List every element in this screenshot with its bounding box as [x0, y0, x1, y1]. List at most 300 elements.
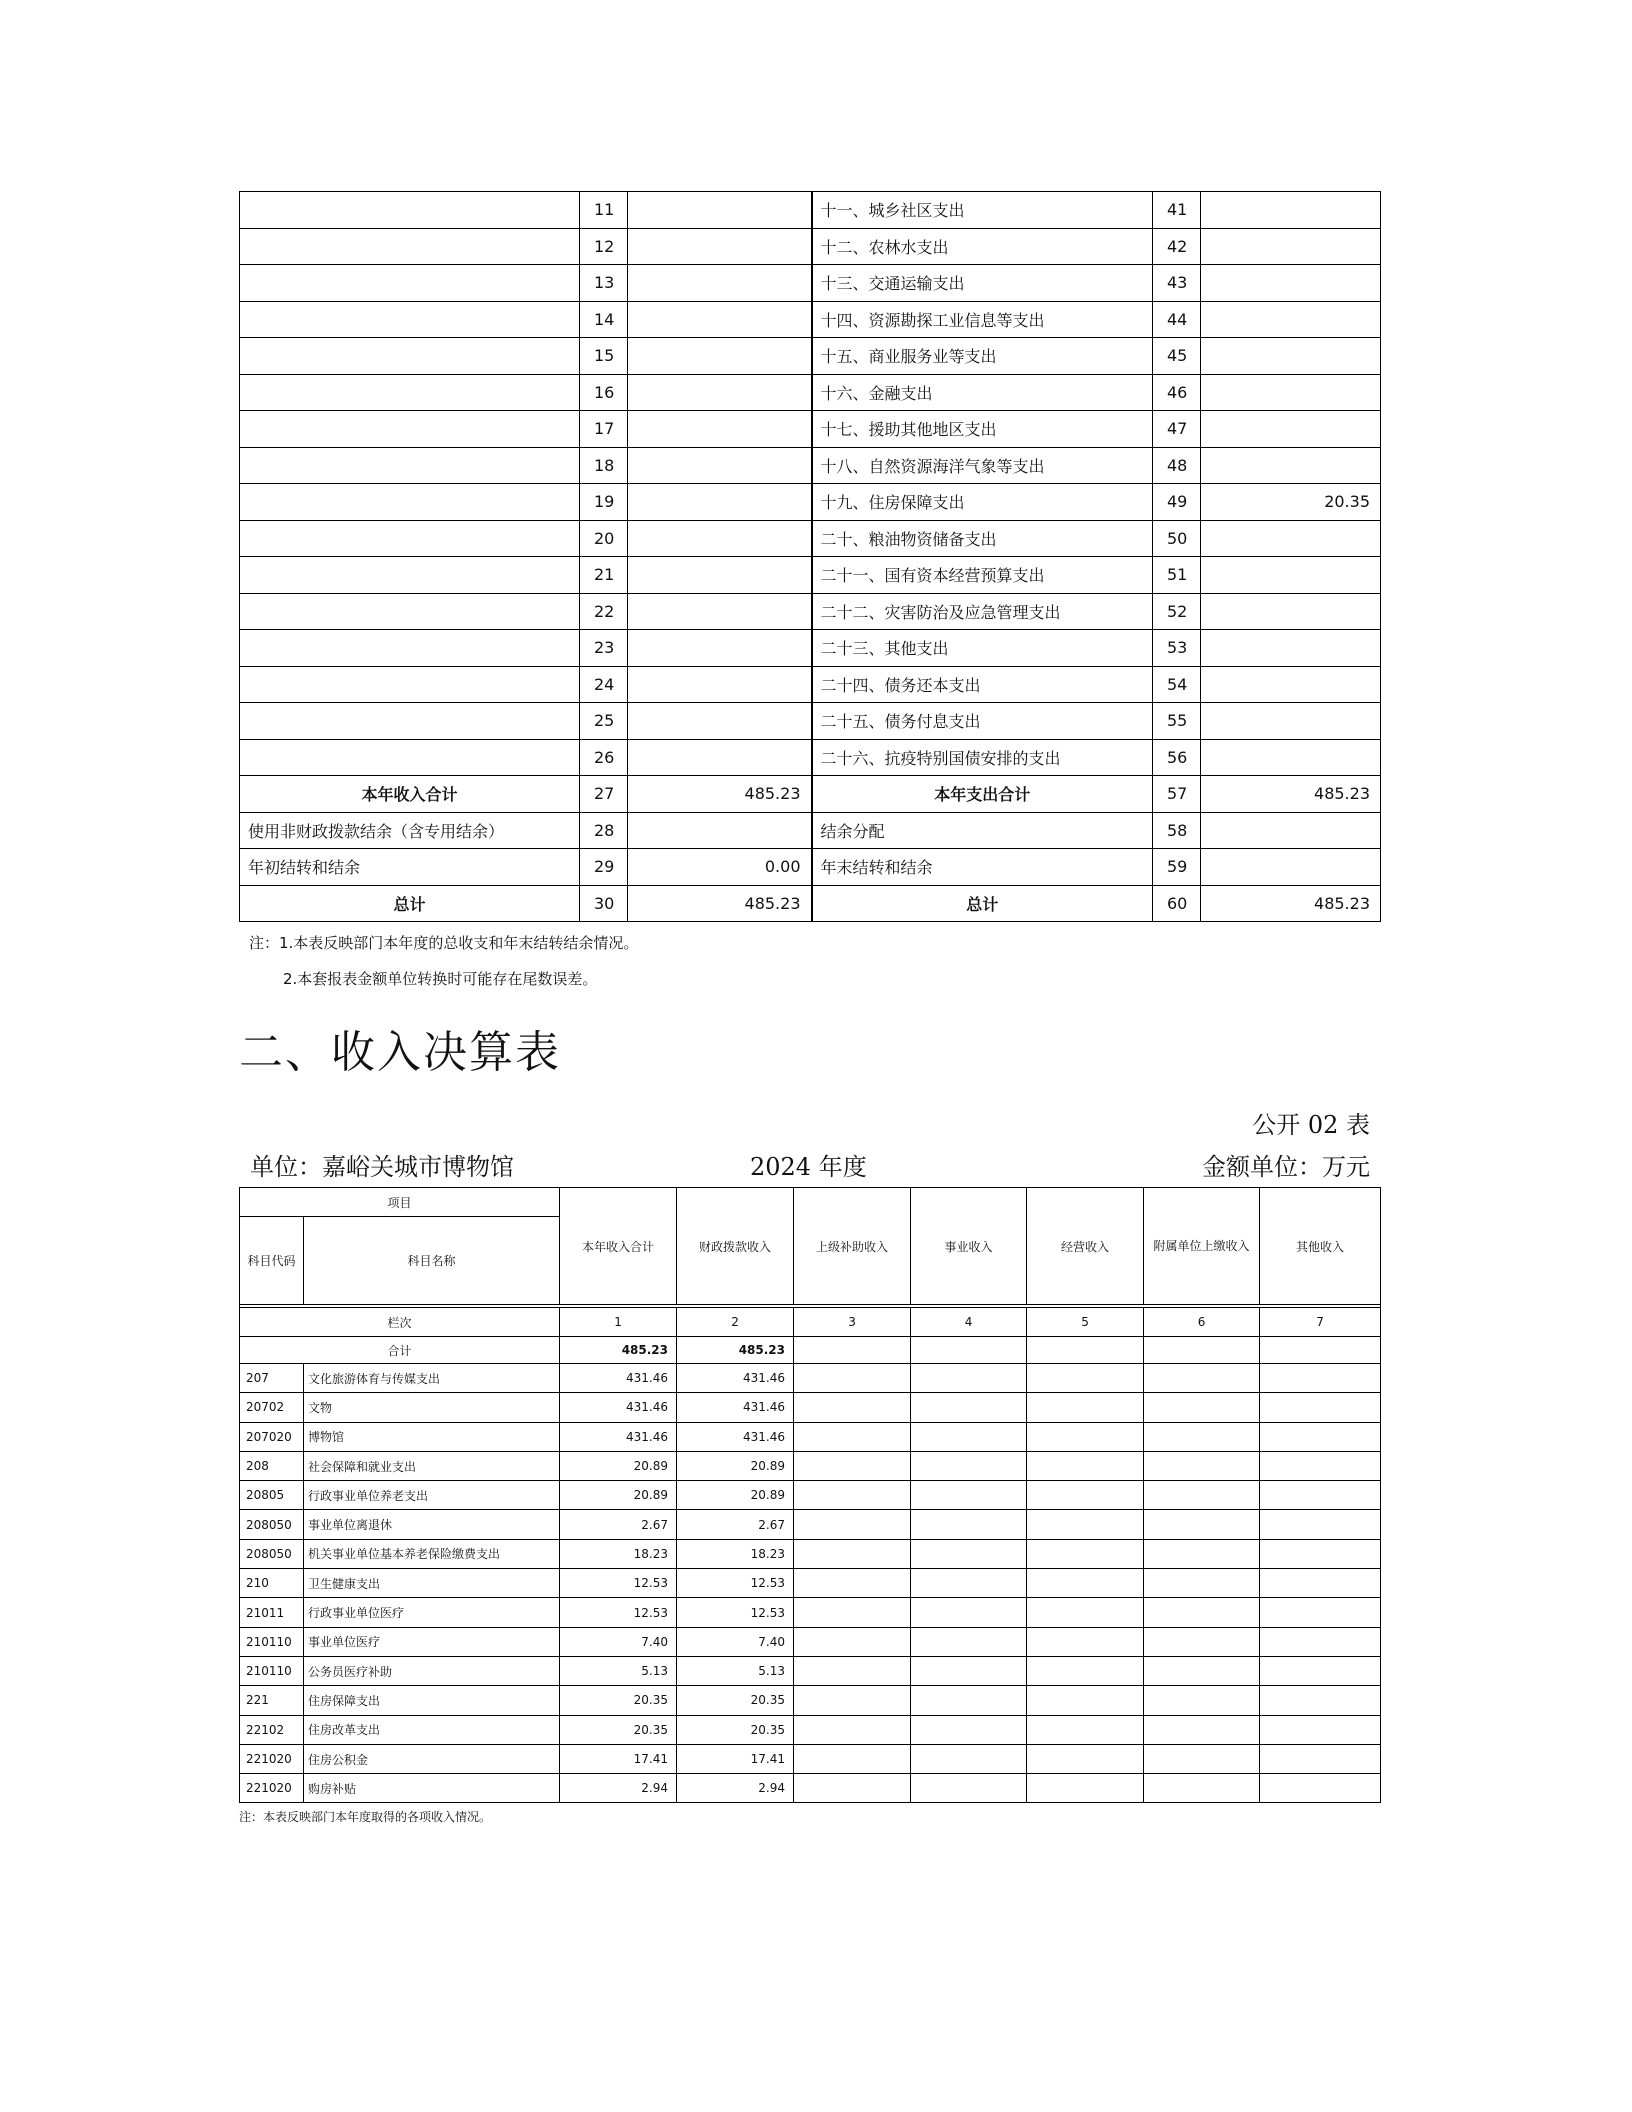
- fiscal-appropriation: 20.35: [677, 1715, 794, 1744]
- left-line-no: 13: [580, 265, 628, 302]
- table-row: [240, 1656, 1381, 1685]
- fiscal-appropriation: 431.46: [677, 1422, 794, 1451]
- subject-code: 208050: [240, 1510, 304, 1539]
- empty-cell: [1027, 1627, 1144, 1656]
- empty-cell: [1260, 1422, 1381, 1451]
- empty-cell: [1027, 1364, 1144, 1393]
- table-row: [240, 1569, 1381, 1598]
- fiscal-appropriation: 7.40: [677, 1627, 794, 1656]
- right-amount: [1201, 192, 1381, 229]
- left-line-no: 27: [580, 776, 628, 813]
- empty-cell: [794, 1364, 911, 1393]
- lanci-2: 2: [677, 1308, 794, 1337]
- left-label: [240, 557, 580, 594]
- left-line-no: 26: [580, 739, 628, 776]
- left-label: [240, 703, 580, 740]
- header-col-5: 经营收入: [1027, 1188, 1144, 1305]
- left-line-no: 16: [580, 374, 628, 411]
- lanci-5: 5: [1027, 1308, 1144, 1337]
- empty-cell: [794, 1569, 911, 1598]
- left-amount: [628, 557, 812, 594]
- empty-cell: [1027, 1715, 1144, 1744]
- empty-cell: [1027, 1686, 1144, 1715]
- left-label: [240, 338, 580, 375]
- empty-cell: [1260, 1686, 1381, 1715]
- empty-cell: [794, 1744, 911, 1773]
- table-row: [240, 812, 1381, 849]
- empty-cell: [911, 1598, 1027, 1627]
- left-label: [240, 630, 580, 667]
- table-row: [240, 265, 1381, 302]
- income-total: 18.23: [560, 1539, 677, 1568]
- empty-cell: [794, 1715, 911, 1744]
- income-total: 17.41: [560, 1744, 677, 1773]
- right-label: 二十三、其他支出: [812, 630, 1153, 667]
- right-label: 总计: [812, 885, 1153, 922]
- left-label: [240, 374, 580, 411]
- right-label: 十九、住房保障支出: [812, 484, 1153, 521]
- left-label: 年初结转和结余: [240, 849, 580, 886]
- subject-code: 210: [240, 1569, 304, 1598]
- empty-cell: [911, 1481, 1027, 1510]
- subject-name: 住房改革支出: [304, 1715, 560, 1744]
- empty-cell: [1260, 1539, 1381, 1568]
- table-row: [240, 739, 1381, 776]
- empty-cell: [794, 1510, 911, 1539]
- right-line-no: 48: [1153, 447, 1201, 484]
- right-line-no: 52: [1153, 593, 1201, 630]
- empty-cell: [794, 1627, 911, 1656]
- fiscal-appropriation: 5.13: [677, 1656, 794, 1685]
- empty-cell: [1144, 1510, 1260, 1539]
- income-total: 20.35: [560, 1715, 677, 1744]
- table1-note-1: 注：1.本表反映部门本年度的总收支和年末结转结余情况。: [249, 934, 639, 952]
- right-amount: [1201, 265, 1381, 302]
- table-row: [240, 593, 1381, 630]
- income-total: 20.35: [560, 1686, 677, 1715]
- right-line-no: 51: [1153, 557, 1201, 594]
- left-amount: [628, 739, 812, 776]
- left-amount: [628, 484, 812, 521]
- empty-cell: [1260, 1744, 1381, 1773]
- empty-cell: [1260, 1774, 1381, 1803]
- empty-cell: [1260, 1598, 1381, 1627]
- empty-cell: [794, 1451, 911, 1480]
- empty-cell: [911, 1627, 1027, 1656]
- form-code: 公开 02 表: [1252, 1111, 1370, 1139]
- empty-cell: [1144, 1364, 1260, 1393]
- right-amount: [1201, 338, 1381, 375]
- subject-name: 文化旅游体育与传媒支出: [304, 1364, 560, 1393]
- summary-table-continued: [239, 191, 1381, 922]
- subject-code: 208: [240, 1451, 304, 1480]
- income-total: 12.53: [560, 1569, 677, 1598]
- subject-code: 21011: [240, 1598, 304, 1627]
- subject-code: 207020: [240, 1422, 304, 1451]
- table-row: [240, 411, 1381, 448]
- empty-cell: [911, 1715, 1027, 1744]
- left-line-no: 11: [580, 192, 628, 229]
- left-amount: [628, 411, 812, 448]
- empty-cell: [1144, 1481, 1260, 1510]
- right-amount: 485.23: [1201, 776, 1381, 813]
- table-row: [240, 484, 1381, 521]
- table-row: [240, 1715, 1381, 1744]
- subject-name: 文物: [304, 1393, 560, 1422]
- right-amount: 20.35: [1201, 484, 1381, 521]
- subject-code: 221020: [240, 1744, 304, 1773]
- empty-cell: [1027, 1510, 1144, 1539]
- table-row: [240, 228, 1381, 265]
- income-total: 5.13: [560, 1656, 677, 1685]
- subject-name: 行政事业单位医疗: [304, 1598, 560, 1627]
- left-label: 本年收入合计: [240, 776, 580, 813]
- fiscal-appropriation: 17.41: [677, 1744, 794, 1773]
- right-label: 结余分配: [812, 812, 1153, 849]
- right-amount: 485.23: [1201, 885, 1381, 922]
- left-amount: [628, 520, 812, 557]
- empty-cell: [794, 1598, 911, 1627]
- table-row: [240, 1686, 1381, 1715]
- left-amount: [628, 338, 812, 375]
- subject-code: 210110: [240, 1627, 304, 1656]
- right-amount: [1201, 849, 1381, 886]
- left-line-no: 30: [580, 885, 628, 922]
- left-line-no: 18: [580, 447, 628, 484]
- empty-cell: [911, 1393, 1027, 1422]
- header-col-7: 其他收入: [1260, 1188, 1381, 1305]
- right-amount: [1201, 411, 1381, 448]
- table-row: [240, 885, 1381, 922]
- income-total: 2.67: [560, 1510, 677, 1539]
- empty-cell: [1260, 1510, 1381, 1539]
- table-row: [240, 666, 1381, 703]
- table1-note-2: 2.本套报表金额单位转换时可能存在尾数误差。: [283, 970, 598, 988]
- right-line-no: 55: [1153, 703, 1201, 740]
- right-line-no: 46: [1153, 374, 1201, 411]
- left-line-no: 12: [580, 228, 628, 265]
- empty-cell: [911, 1451, 1027, 1480]
- left-amount: 485.23: [628, 885, 812, 922]
- right-amount: [1201, 703, 1381, 740]
- left-line-no: 19: [580, 484, 628, 521]
- right-amount: [1201, 228, 1381, 265]
- fiscal-appropriation: 20.89: [677, 1481, 794, 1510]
- left-line-no: 23: [580, 630, 628, 667]
- table-row: [240, 557, 1381, 594]
- left-line-no: 14: [580, 301, 628, 338]
- subject-name: 事业单位医疗: [304, 1627, 560, 1656]
- empty-cell: [1260, 1481, 1381, 1510]
- empty-cell: [911, 1686, 1027, 1715]
- left-line-no: 25: [580, 703, 628, 740]
- empty-cell: [1144, 1715, 1260, 1744]
- income-final-accounts-table: [239, 1187, 1381, 1803]
- subject-name: 卫生健康支出: [304, 1569, 560, 1598]
- empty-cell: [1144, 1569, 1260, 1598]
- total-col-5: [1027, 1337, 1144, 1364]
- subject-code: 20805: [240, 1481, 304, 1510]
- lanci-4: 4: [911, 1308, 1027, 1337]
- right-amount: [1201, 301, 1381, 338]
- lanci-7: 7: [1260, 1308, 1381, 1337]
- left-line-no: 20: [580, 520, 628, 557]
- left-amount: [628, 812, 812, 849]
- table-row: [240, 1744, 1381, 1773]
- table-row: [240, 630, 1381, 667]
- left-amount: [628, 228, 812, 265]
- subject-code: 20702: [240, 1393, 304, 1422]
- total-col-2: 485.23: [677, 1337, 794, 1364]
- empty-cell: [1260, 1364, 1381, 1393]
- empty-cell: [1027, 1569, 1144, 1598]
- table-row: [240, 447, 1381, 484]
- subject-name: 公务员医疗补助: [304, 1656, 560, 1685]
- table2-note: 注：本表反映部门本年度取得的各项收入情况。: [239, 1810, 492, 1824]
- empty-cell: [1260, 1656, 1381, 1685]
- empty-cell: [911, 1569, 1027, 1598]
- fiscal-appropriation: 2.94: [677, 1774, 794, 1803]
- right-line-no: 57: [1153, 776, 1201, 813]
- total-label: 合计: [240, 1337, 560, 1364]
- total-col-1: 485.23: [560, 1337, 677, 1364]
- empty-cell: [1144, 1656, 1260, 1685]
- right-line-no: 43: [1153, 265, 1201, 302]
- empty-cell: [1027, 1744, 1144, 1773]
- left-amount: [628, 265, 812, 302]
- income-total: 431.46: [560, 1364, 677, 1393]
- table-row: [240, 1364, 1381, 1393]
- subject-name: 行政事业单位养老支出: [304, 1481, 560, 1510]
- right-label: 十四、资源勘探工业信息等支出: [812, 301, 1153, 338]
- left-amount: [628, 666, 812, 703]
- fiscal-appropriation: 12.53: [677, 1598, 794, 1627]
- total-col-6: [1144, 1337, 1260, 1364]
- right-label: 二十一、国有资本经营预算支出: [812, 557, 1153, 594]
- empty-cell: [911, 1422, 1027, 1451]
- right-amount: [1201, 666, 1381, 703]
- left-label: [240, 520, 580, 557]
- left-label: [240, 593, 580, 630]
- reporting-unit: 单位：嘉峪关城市博物馆: [250, 1153, 514, 1181]
- right-label: 十五、商业服务业等支出: [812, 338, 1153, 375]
- left-label: [240, 484, 580, 521]
- empty-cell: [911, 1656, 1027, 1685]
- table-row: [240, 1598, 1381, 1627]
- fiscal-appropriation: 2.67: [677, 1510, 794, 1539]
- left-amount: [628, 630, 812, 667]
- right-line-no: 49: [1153, 484, 1201, 521]
- right-label: 二十二、灾害防治及应急管理支出: [812, 593, 1153, 630]
- empty-cell: [1144, 1744, 1260, 1773]
- empty-cell: [1027, 1451, 1144, 1480]
- header-code: 科目代码: [240, 1217, 304, 1305]
- right-amount: [1201, 374, 1381, 411]
- right-label: 十八、自然资源海洋气象等支出: [812, 447, 1153, 484]
- left-label: [240, 301, 580, 338]
- left-line-no: 21: [580, 557, 628, 594]
- left-line-no: 15: [580, 338, 628, 375]
- left-amount: [628, 192, 812, 229]
- income-total: 2.94: [560, 1774, 677, 1803]
- lanci-label: 栏次: [240, 1308, 560, 1337]
- table-row: [240, 849, 1381, 886]
- empty-cell: [1260, 1627, 1381, 1656]
- empty-cell: [1144, 1627, 1260, 1656]
- empty-cell: [1144, 1598, 1260, 1627]
- empty-cell: [794, 1656, 911, 1685]
- right-amount: [1201, 520, 1381, 557]
- total-col-3: [794, 1337, 911, 1364]
- subject-name: 机关事业单位基本养老保险缴费支出: [304, 1539, 560, 1568]
- income-total: 12.53: [560, 1598, 677, 1627]
- left-line-no: 28: [580, 812, 628, 849]
- lanci-3: 3: [794, 1308, 911, 1337]
- header-item: 项目: [240, 1188, 560, 1217]
- table-row: [240, 301, 1381, 338]
- left-amount: [628, 703, 812, 740]
- table-row: [240, 776, 1381, 813]
- table-row: [240, 1627, 1381, 1656]
- left-line-no: 29: [580, 849, 628, 886]
- table-row: [240, 374, 1381, 411]
- fiscal-appropriation: 431.46: [677, 1364, 794, 1393]
- empty-cell: [1144, 1539, 1260, 1568]
- left-label: [240, 192, 580, 229]
- left-amount: [628, 447, 812, 484]
- subject-code: 208050: [240, 1539, 304, 1568]
- right-amount: [1201, 593, 1381, 630]
- subject-name: 住房保障支出: [304, 1686, 560, 1715]
- left-label: 总计: [240, 885, 580, 922]
- right-label: 十一、城乡社区支出: [812, 192, 1153, 229]
- table-row: [240, 1774, 1381, 1803]
- empty-cell: [911, 1774, 1027, 1803]
- header-col-6: 附属单位上缴收入: [1144, 1188, 1260, 1305]
- fiscal-year: 2024 年度: [750, 1153, 867, 1181]
- right-line-no: 58: [1153, 812, 1201, 849]
- empty-cell: [911, 1539, 1027, 1568]
- right-line-no: 53: [1153, 630, 1201, 667]
- table-row: [240, 338, 1381, 375]
- right-amount: [1201, 557, 1381, 594]
- right-line-no: 60: [1153, 885, 1201, 922]
- empty-cell: [911, 1744, 1027, 1773]
- table-row: [240, 1539, 1381, 1568]
- lanci-1: 1: [560, 1308, 677, 1337]
- income-total: 431.46: [560, 1422, 677, 1451]
- fiscal-appropriation: 20.35: [677, 1686, 794, 1715]
- empty-cell: [1260, 1715, 1381, 1744]
- right-line-no: 54: [1153, 666, 1201, 703]
- header-col-4: 事业收入: [911, 1188, 1027, 1305]
- right-label: 本年支出合计: [812, 776, 1153, 813]
- right-line-no: 42: [1153, 228, 1201, 265]
- right-label: 二十五、债务付息支出: [812, 703, 1153, 740]
- lanci-6: 6: [1144, 1308, 1260, 1337]
- income-total: 20.89: [560, 1481, 677, 1510]
- empty-cell: [794, 1539, 911, 1568]
- empty-cell: [1027, 1656, 1144, 1685]
- subject-name: 社会保障和就业支出: [304, 1451, 560, 1480]
- table-row: [240, 703, 1381, 740]
- left-label: [240, 447, 580, 484]
- right-label: 二十、粮油物资储备支出: [812, 520, 1153, 557]
- table-row: [240, 1393, 1381, 1422]
- empty-cell: [1260, 1569, 1381, 1598]
- table-row: [240, 520, 1381, 557]
- table-row: [240, 1422, 1381, 1451]
- subject-code: 210110: [240, 1656, 304, 1685]
- right-amount: [1201, 447, 1381, 484]
- left-line-no: 17: [580, 411, 628, 448]
- right-amount: [1201, 739, 1381, 776]
- left-line-no: 24: [580, 666, 628, 703]
- empty-cell: [794, 1481, 911, 1510]
- table-row: [240, 1510, 1381, 1539]
- right-amount: [1201, 630, 1381, 667]
- empty-cell: [911, 1510, 1027, 1539]
- subject-code: 221: [240, 1686, 304, 1715]
- total-col-7: [1260, 1337, 1381, 1364]
- left-label: [240, 228, 580, 265]
- right-line-no: 44: [1153, 301, 1201, 338]
- subject-code: 207: [240, 1364, 304, 1393]
- fiscal-appropriation: 431.46: [677, 1393, 794, 1422]
- header-col-2: 财政拨款收入: [677, 1188, 794, 1305]
- header-col-1: 本年收入合计: [560, 1188, 677, 1305]
- left-label: [240, 739, 580, 776]
- empty-cell: [1027, 1539, 1144, 1568]
- subject-code: 22102: [240, 1715, 304, 1744]
- left-line-no: 22: [580, 593, 628, 630]
- money-unit: 金额单位：万元: [1202, 1153, 1370, 1181]
- empty-cell: [1027, 1598, 1144, 1627]
- right-line-no: 45: [1153, 338, 1201, 375]
- right-line-no: 50: [1153, 520, 1201, 557]
- subject-name: 住房公积金: [304, 1744, 560, 1773]
- right-line-no: 41: [1153, 192, 1201, 229]
- empty-cell: [794, 1422, 911, 1451]
- right-label: 年末结转和结余: [812, 849, 1153, 886]
- subject-name: 购房补贴: [304, 1774, 560, 1803]
- empty-cell: [911, 1364, 1027, 1393]
- right-label: 十六、金融支出: [812, 374, 1153, 411]
- subject-name: 博物馆: [304, 1422, 560, 1451]
- empty-cell: [1027, 1422, 1144, 1451]
- right-line-no: 59: [1153, 849, 1201, 886]
- fiscal-appropriation: 20.89: [677, 1451, 794, 1480]
- left-label: [240, 265, 580, 302]
- right-label: 十七、援助其他地区支出: [812, 411, 1153, 448]
- empty-cell: [1144, 1422, 1260, 1451]
- empty-cell: [1144, 1686, 1260, 1715]
- header-col-3: 上级补助收入: [794, 1188, 911, 1305]
- empty-cell: [1260, 1451, 1381, 1480]
- empty-cell: [794, 1686, 911, 1715]
- empty-cell: [1027, 1774, 1144, 1803]
- subject-name: 事业单位离退休: [304, 1510, 560, 1539]
- empty-cell: [1260, 1393, 1381, 1422]
- left-amount: [628, 593, 812, 630]
- right-label: 十三、交通运输支出: [812, 265, 1153, 302]
- left-amount: [628, 301, 812, 338]
- income-total: 7.40: [560, 1627, 677, 1656]
- left-amount: 0.00: [628, 849, 812, 886]
- empty-cell: [1027, 1481, 1144, 1510]
- right-label: 二十六、抗疫特别国债安排的支出: [812, 739, 1153, 776]
- left-label: [240, 666, 580, 703]
